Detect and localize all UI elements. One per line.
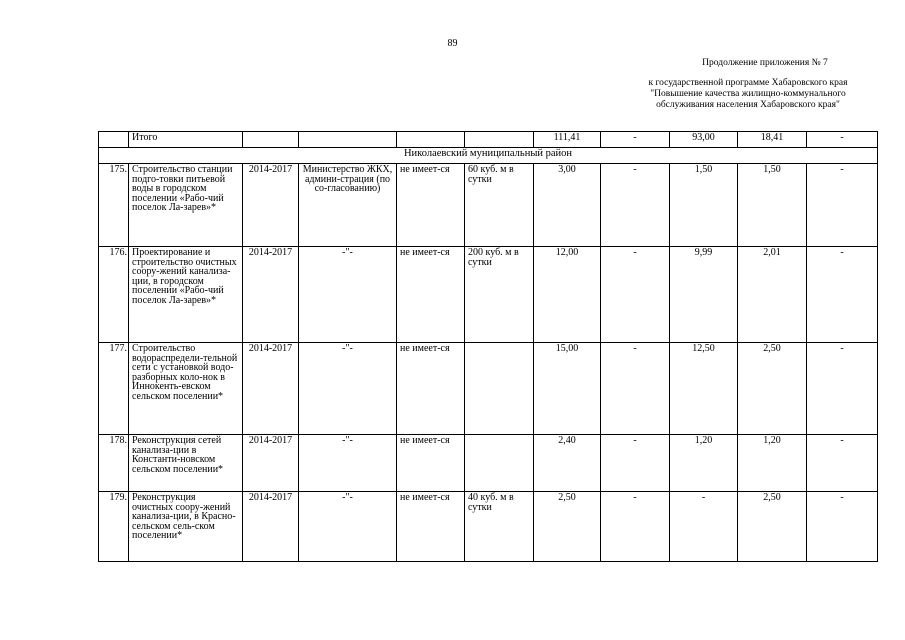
- page-number: 89: [447, 38, 458, 49]
- local-funds: 2,50: [738, 343, 807, 435]
- total-regional: 93,00: [670, 132, 738, 148]
- program-reference: [623, 78, 873, 111]
- other-funds: -: [807, 247, 878, 343]
- other-funds: -: [807, 492, 878, 562]
- program-line-3: обслуживания населения Хабаровского края": [656, 100, 840, 110]
- regional-funds: -: [670, 492, 738, 562]
- table-row: [99, 492, 878, 562]
- capacity: 40 куб. м в сутки: [465, 492, 534, 562]
- total-sum: 111,41: [534, 132, 601, 148]
- federal-funds: -: [601, 492, 670, 562]
- total-cost: 12,00: [534, 247, 601, 343]
- other-funds: -: [807, 343, 878, 435]
- capacity: 60 куб. м в сутки: [465, 164, 534, 247]
- total-label: Итого: [129, 132, 243, 148]
- local-funds: 1,20: [738, 435, 807, 492]
- row-number: 177.: [99, 343, 129, 435]
- total-row: [99, 132, 878, 148]
- object-name: Реконструкция очистных соору-жений канализа-ции, в Красно-сельском сель-ском поселении*: [129, 492, 243, 562]
- object-name: Строительство водораспредели-тельной сети с установкой водо-разборных коло-нок в Иннокенть-евском сельском поселении*: [129, 343, 243, 435]
- object-name: Реконструкция сетей канализа-ции в Константи-новском сельском поселении*: [129, 435, 243, 492]
- capacity: [465, 343, 534, 435]
- total-cost: 2,40: [534, 435, 601, 492]
- regional-funds: 1,20: [670, 435, 738, 492]
- years: 2014-2017: [243, 164, 299, 247]
- status: не имеет-ся: [397, 492, 465, 562]
- years: 2014-2017: [243, 343, 299, 435]
- regional-funds: 9,99: [670, 247, 738, 343]
- row-number: 179.: [99, 492, 129, 562]
- program-table: [98, 131, 878, 562]
- status: не имеет-ся: [397, 247, 465, 343]
- federal-funds: -: [601, 247, 670, 343]
- table-row: [99, 247, 878, 343]
- status: не имеет-ся: [397, 435, 465, 492]
- federal-funds: -: [601, 164, 670, 247]
- row-number: 175.: [99, 164, 129, 247]
- executor: -"-: [299, 492, 397, 562]
- local-funds: 1,50: [738, 164, 807, 247]
- total-cost: 3,00: [534, 164, 601, 247]
- local-funds: 2,50: [738, 492, 807, 562]
- other-funds: -: [807, 435, 878, 492]
- table-row: [99, 164, 878, 247]
- total-federal: -: [601, 132, 670, 148]
- federal-funds: -: [601, 435, 670, 492]
- row-number: 178.: [99, 435, 129, 492]
- total-local: 18,41: [738, 132, 807, 148]
- other-funds: -: [807, 164, 878, 247]
- years: 2014-2017: [243, 247, 299, 343]
- object-name: Строительство станции подго-товки питьевой воды в городском поселении «Рабо-чий поселок Ла-зарев»*: [129, 164, 243, 247]
- years: 2014-2017: [243, 492, 299, 562]
- total-cost: 15,00: [534, 343, 601, 435]
- regional-funds: 1,50: [670, 164, 738, 247]
- capacity: [465, 435, 534, 492]
- regional-funds: 12,50: [670, 343, 738, 435]
- program-line-1: к государственной программе Хабаровского края: [648, 78, 848, 88]
- status: не имеет-ся: [397, 164, 465, 247]
- table-row: [99, 435, 878, 492]
- local-funds: 2,01: [738, 247, 807, 343]
- object-name: Проектирование и строительство очистных соору-жений канализа-ции, в городском поселении «Рабо-чий поселок Ла-зарев»*: [129, 247, 243, 343]
- executor: Министерство ЖКХ, админи-страция (по со-гласованию): [299, 164, 397, 247]
- status: не имеет-ся: [397, 343, 465, 435]
- total-other: -: [807, 132, 878, 148]
- executor: -"-: [299, 435, 397, 492]
- appendix-continuation: Продолжение приложения № 7: [702, 58, 828, 68]
- district-row: [99, 148, 878, 164]
- capacity: 200 куб. м в сутки: [465, 247, 534, 343]
- executor: -"-: [299, 343, 397, 435]
- executor: -"-: [299, 247, 397, 343]
- years: 2014-2017: [243, 435, 299, 492]
- program-line-2: "Повышение качества жилищно-коммунального: [650, 89, 846, 99]
- district-name: Николаевский муниципальный район: [99, 148, 878, 164]
- row-number: 176.: [99, 247, 129, 343]
- table-row: [99, 343, 878, 435]
- total-cost: 2,50: [534, 492, 601, 562]
- federal-funds: -: [601, 343, 670, 435]
